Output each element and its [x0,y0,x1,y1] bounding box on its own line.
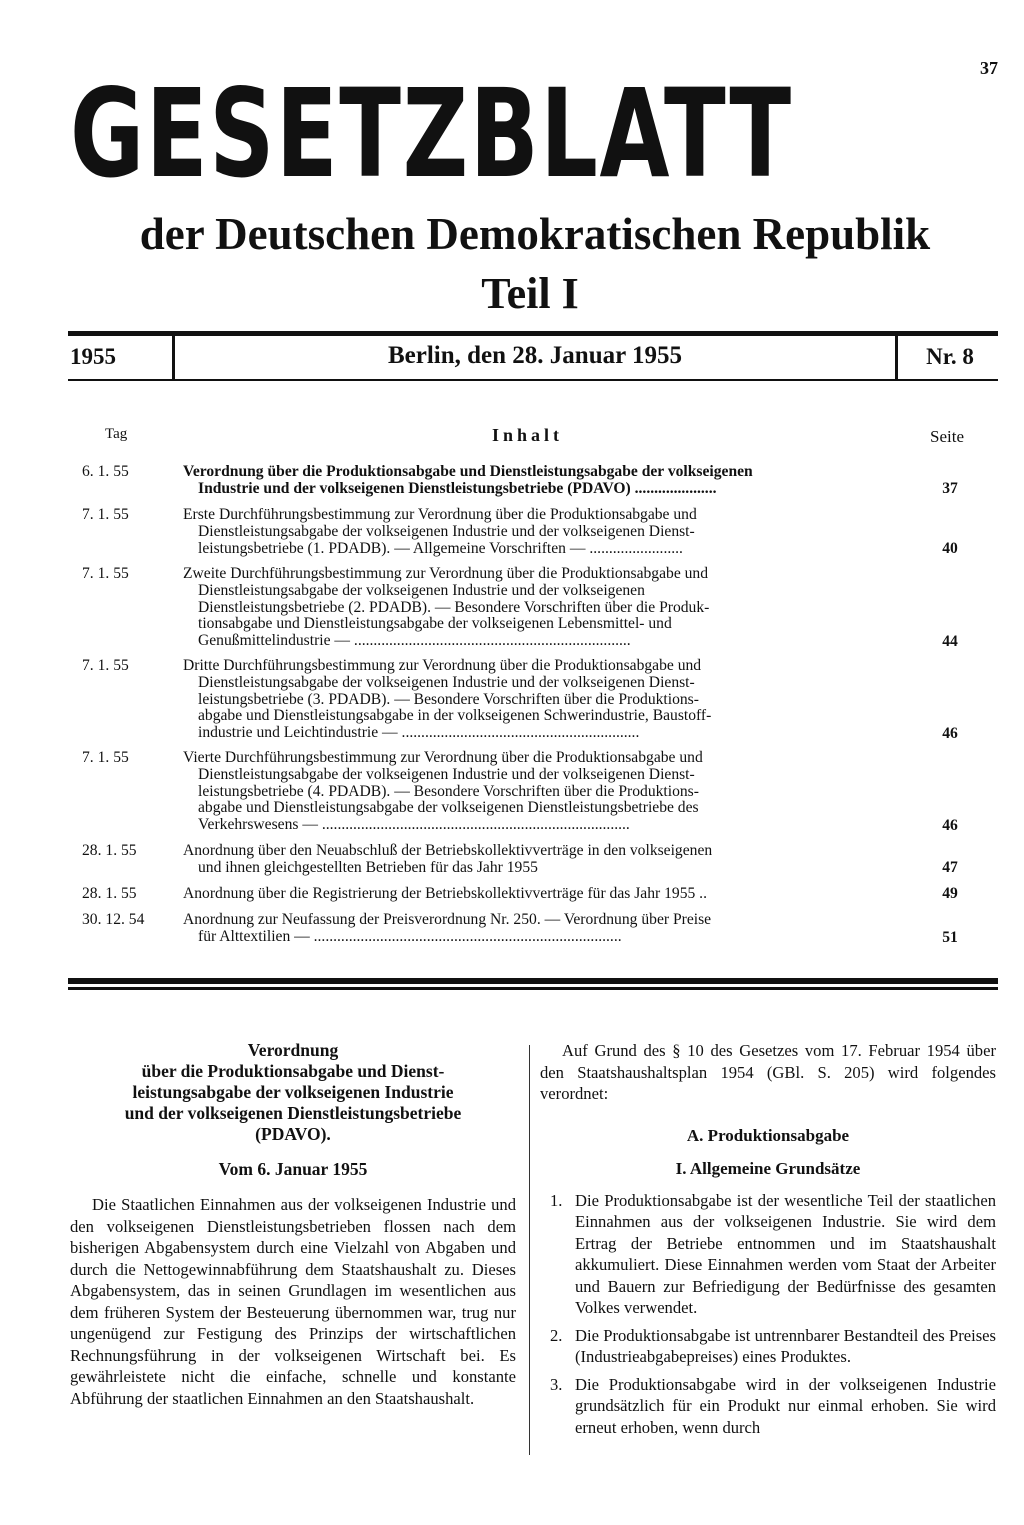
toc-entry-page: 47 [942,859,958,876]
toc-entry-date: 7. 1. 55 [82,565,129,582]
toc-entry-text [183,464,883,498]
section-heading-i: I. Allgemeine Grundsätze [675,1159,861,1178]
toc-entry-page: 46 [942,725,958,742]
header-rule-top [68,331,998,336]
toc-entry-date: 28. 1. 55 [82,842,137,859]
numbered-item [540,1374,996,1439]
page-number: 37 [980,58,998,78]
toc-line: für Alttextilien — ............................................................................... [198,927,622,945]
toc-entry-page: 40 [942,540,958,557]
toc-entry-page: 49 [942,885,958,902]
toc-line: Zweite Durchführungsbestimmung zur Verordnung über die Produktionsabgabe und [183,565,709,582]
issue-year: 1955 [70,344,116,369]
masthead-subtitle: der Deutschen Demokratischen Republik [139,209,931,259]
toc-line: abgabe und Dienstleistungsabgabe der volkseigenen Dienstleistungsbetriebe des [198,799,699,817]
toc-entry-date: 7. 1. 55 [82,749,129,766]
toc-line: Erste Durchführungsbestimmung zur Verordnung über die Produktionsabgabe und [183,506,697,523]
toc-entry-date: 6. 1. 55 [82,463,129,480]
toc-line: Industrie und der volkseigenen Dienstleistungsbetriebe (PDAVO) ..................... [198,479,717,497]
toc-line: Verordnung über die Produktionsabgabe und Dienstleistungsabgabe der volkseigenen [183,463,753,480]
article-title-line: und der volkseigenen Dienstleistungsbetriebe [124,1103,462,1123]
toc-line: Anordnung über den Neuabschluß der Betriebskollektivverträge in den volkseigenen [183,842,713,859]
section-rule-thin [68,987,998,990]
article-title-line: (PDAVO). [255,1124,331,1144]
item-text: Die Produktionsabgabe wird in der volkseigenen Industrie grundsätzlich für ein Produkt nur einmal erhoben. Sie wird erneut erhoben, wenn durch [575,1374,996,1437]
item-number: 2. [550,1325,563,1345]
column-divider [529,1045,530,1455]
header-rule-bottom [68,379,998,381]
article-intro: Die Staatlichen Einnahmen aus der volkseigenen Industrie und den volkseigenen Dienstleistungsbetrieben flossen nach dem bisherigen Abgabensystem durch eine Vielzahl von Abgaben und durch die Nettogewinnabführung dem Staatshaushalt zu. Dieses Abgabensystem, das in seinen Grundlagen im wesentlichen aus dem früheren System der Besteuerung übernommen war, trug nur ungenügend zur Festigung des Prinzips der wirtschaftlichen Rechnungsführung in der volkseigenen Wirtschaft bei. Es gewährleistete nicht die einfache, schnelle und konstante Abführung der staatlichen Einnahmen an den Staatshaushalt. [70,1195,516,1408]
toc-entry-date: 30. 12. 54 [82,911,145,928]
toc-entry-text [183,658,883,742]
item-number: 1. [550,1190,563,1210]
toc-line: Anordnung über die Registrierung der Betriebskollektivverträge für das Jahr 1955 .. [183,885,707,902]
toc-line: abgabe und Dienstleistungsabgabe in der volkseigenen Schwerindustrie, Baustoff- [198,707,712,725]
article-left-column [70,1040,516,1409]
part-label: Teil I [481,269,579,318]
toc-entry-text [183,886,883,903]
toc-entry-text [183,566,883,650]
toc-line: leistungsbetriebe (3. PDADB). — Besondere Vorschriften über die Produktions- [198,690,699,708]
toc-entry-date: 7. 1. 55 [82,506,129,523]
article-title [70,1040,516,1145]
toc-entry-page: 51 [942,929,958,946]
issue-number: Nr. 8 [926,344,974,369]
numbered-item [540,1325,996,1368]
toc-entry-text [183,750,883,834]
article-title-line: über die Produktionsabgabe und Dienst- [141,1061,445,1081]
toc-column-seite: Seite [930,427,964,446]
issue-place-date: Berlin, den 28. Januar 1955 [387,342,683,369]
toc-column-inhalt: Inhalt [492,425,564,445]
numbered-item [540,1190,996,1319]
toc-line: Dienstleistungsabgabe der volkseigenen Industrie und der volkseigenen Dienst- [198,673,695,691]
toc-line: Verkehrswesens — ............................................................................... [198,816,630,834]
toc-entry-text [183,843,883,877]
toc-line: Dienstleistungsbetriebe (2. PDADB). — Besondere Vorschriften über die Produk- [198,598,710,616]
toc-entry-page: 37 [942,480,958,497]
toc-entry-page: 46 [942,817,958,834]
toc-entry-date: 7. 1. 55 [82,657,129,674]
toc-line: Dienstleistungsabgabe der volkseigenen Industrie und der volkseigenen Dienst- [198,765,695,783]
toc-line: Dritte Durchführungsbestimmung zur Verordnung über die Produktionsabgabe und [183,657,702,674]
article-title-line: Verordnung [247,1040,339,1060]
item-number: 3. [550,1374,563,1394]
header-divider-right [895,336,898,380]
item-text: Die Produktionsabgabe ist der wesentliche Teil der staatlichen Einnahmen aus der volkseigenen Industrie. Sie wird dem Ertrag der Betriebe entnommen und im Staatshaushalt akkumuliert. Diese Einnahmen werden vom Staat der Arbeiter und Bauern zur Befriedigung der Bedürfnisse des gesamten Volkes verwendet. [575,1190,996,1317]
section-heading-a: A. Produktionsabgabe [686,1125,850,1145]
toc-line: leistungsbetriebe (4. PDADB). — Besondere Vorschriften über die Produktions- [198,782,699,800]
toc-line: tionsabgabe und Dienstleistungsabgabe der volkseigenen Lebensmittel- und [198,615,672,633]
article-title-line: leistungsabgabe der volkseigenen Industrie [132,1082,454,1102]
toc-line: und ihnen gleichgestellten Betrieben für das Jahr 1955 [198,858,538,876]
toc-line: leistungsbetriebe (1. PDADB). — Allgemeine Vorschriften — ........................ [198,539,683,557]
item-text: Die Produktionsabgabe ist untrennbarer Bestandteil des Preises (Industrieabgabepreises) eines Produktes. [575,1325,996,1366]
toc-column-tag: Tag [105,426,128,442]
toc-line: Anordnung zur Neufassung der Preisverordnung Nr. 250. — Verordnung über Preise [183,911,712,928]
toc-entry-page: 44 [942,633,958,650]
toc-line: industrie und Leichtindustrie — ............................................................. [198,724,640,742]
toc-entry-text [183,507,883,557]
section-rule-thick [68,978,998,984]
article-date: Vom 6. Januar 1955 [218,1159,368,1179]
toc-entry-date: 28. 1. 55 [82,885,137,902]
article-preamble: Auf Grund des § 10 des Gesetzes vom 17. Februar 1954 über den Staatshaushaltsplan 1954 (GBl. S. 205) wird folgendes verordnet: [540,1041,996,1103]
toc-line: Genußmittelindustrie — ....................................................................... [198,632,631,650]
toc-line: Dienstleistungsabgabe der volkseigenen Industrie und der volkseigenen Dienst- [198,522,695,540]
toc-entry-text [183,912,883,946]
toc-line: Dienstleistungsabgabe der volkseigenen Industrie und der volkseigenen [198,581,645,599]
article-right-column [540,1040,996,1444]
toc-line: Vierte Durchführungsbestimmung zur Verordnung über die Produktionsabgabe und [183,749,703,766]
masthead-title: GESETZBLATT [70,63,793,206]
